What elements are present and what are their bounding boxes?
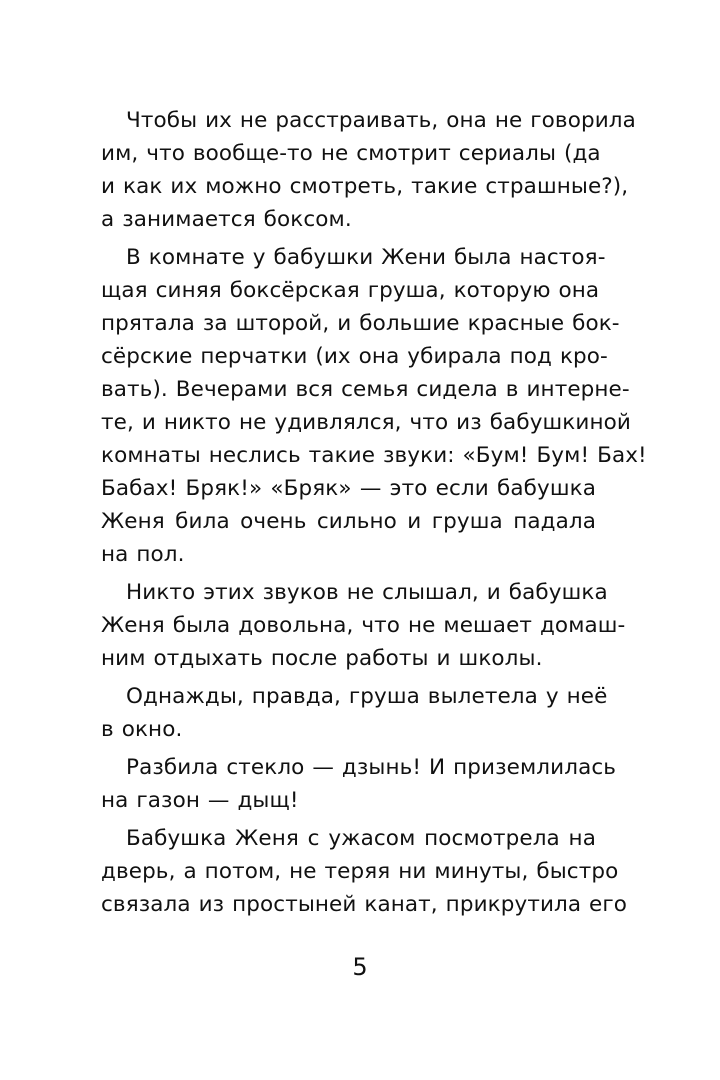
- paragraph-5: [76, 751, 617, 817]
- text-line: комнаты неслись такие звуки: «Бум! Бум! Бах!: [101, 443, 647, 468]
- text-line: в окно.: [101, 717, 183, 742]
- paragraph-3: [76, 576, 626, 675]
- text-line: и как их можно смотреть, такие страшные?),: [101, 174, 629, 199]
- text-line: Никто этих звуков не слышал, и бабушка: [126, 580, 608, 605]
- text-line: связала из простыней канат, прикрутила его: [101, 892, 628, 917]
- text-line: щая синяя боксёрская груша, которую она: [101, 278, 600, 303]
- text-line: Женя была довольна, что не мешает домаш-: [101, 613, 626, 638]
- text-line: В комнате у бабушки Жени была настоя-: [126, 245, 606, 270]
- text-line: им, что вообще-то не смотрит сериалы (да: [101, 141, 601, 166]
- text-line: ним отдыхать после работы и школы.: [101, 646, 543, 671]
- text-line: а занимается боксом.: [101, 207, 352, 232]
- text-line: Чтобы их не расстраивать, она не говорила: [126, 108, 636, 133]
- text-line: Разбила стекло — дзынь! И приземлилась: [126, 755, 617, 780]
- paragraph-6: [76, 822, 628, 921]
- paragraph-4: [76, 680, 608, 746]
- text-line: дверь, а потом, не теряя ни минуты, быстро: [101, 859, 619, 884]
- text-line: Однажды, правда, груша вылетела у неё: [126, 684, 608, 709]
- paragraph-1: [76, 104, 636, 236]
- text-line: прятала за шторой, и большие красные бок-: [101, 311, 620, 336]
- text-line: Женя била очень сильно и груша падала: [101, 509, 596, 534]
- paragraph-2: [76, 241, 647, 571]
- text-line: Бабушка Женя с ужасом посмотрела на: [126, 826, 596, 851]
- body-text: [76, 104, 647, 926]
- text-line: Бабах! Бряк!» «Бряк» — это если бабушка: [101, 476, 596, 501]
- text-line: на пол.: [101, 542, 185, 567]
- text-line: сёрские перчатки (их она убирала под кро-: [101, 344, 608, 369]
- text-line: на газон — дыщ!: [101, 788, 299, 813]
- text-line: те, и никто не удивлялся, что из бабушкиной: [101, 410, 631, 435]
- text-line: вать). Вечерами вся семья сидела в интерне-: [101, 377, 630, 402]
- page-number: 5: [352, 953, 368, 981]
